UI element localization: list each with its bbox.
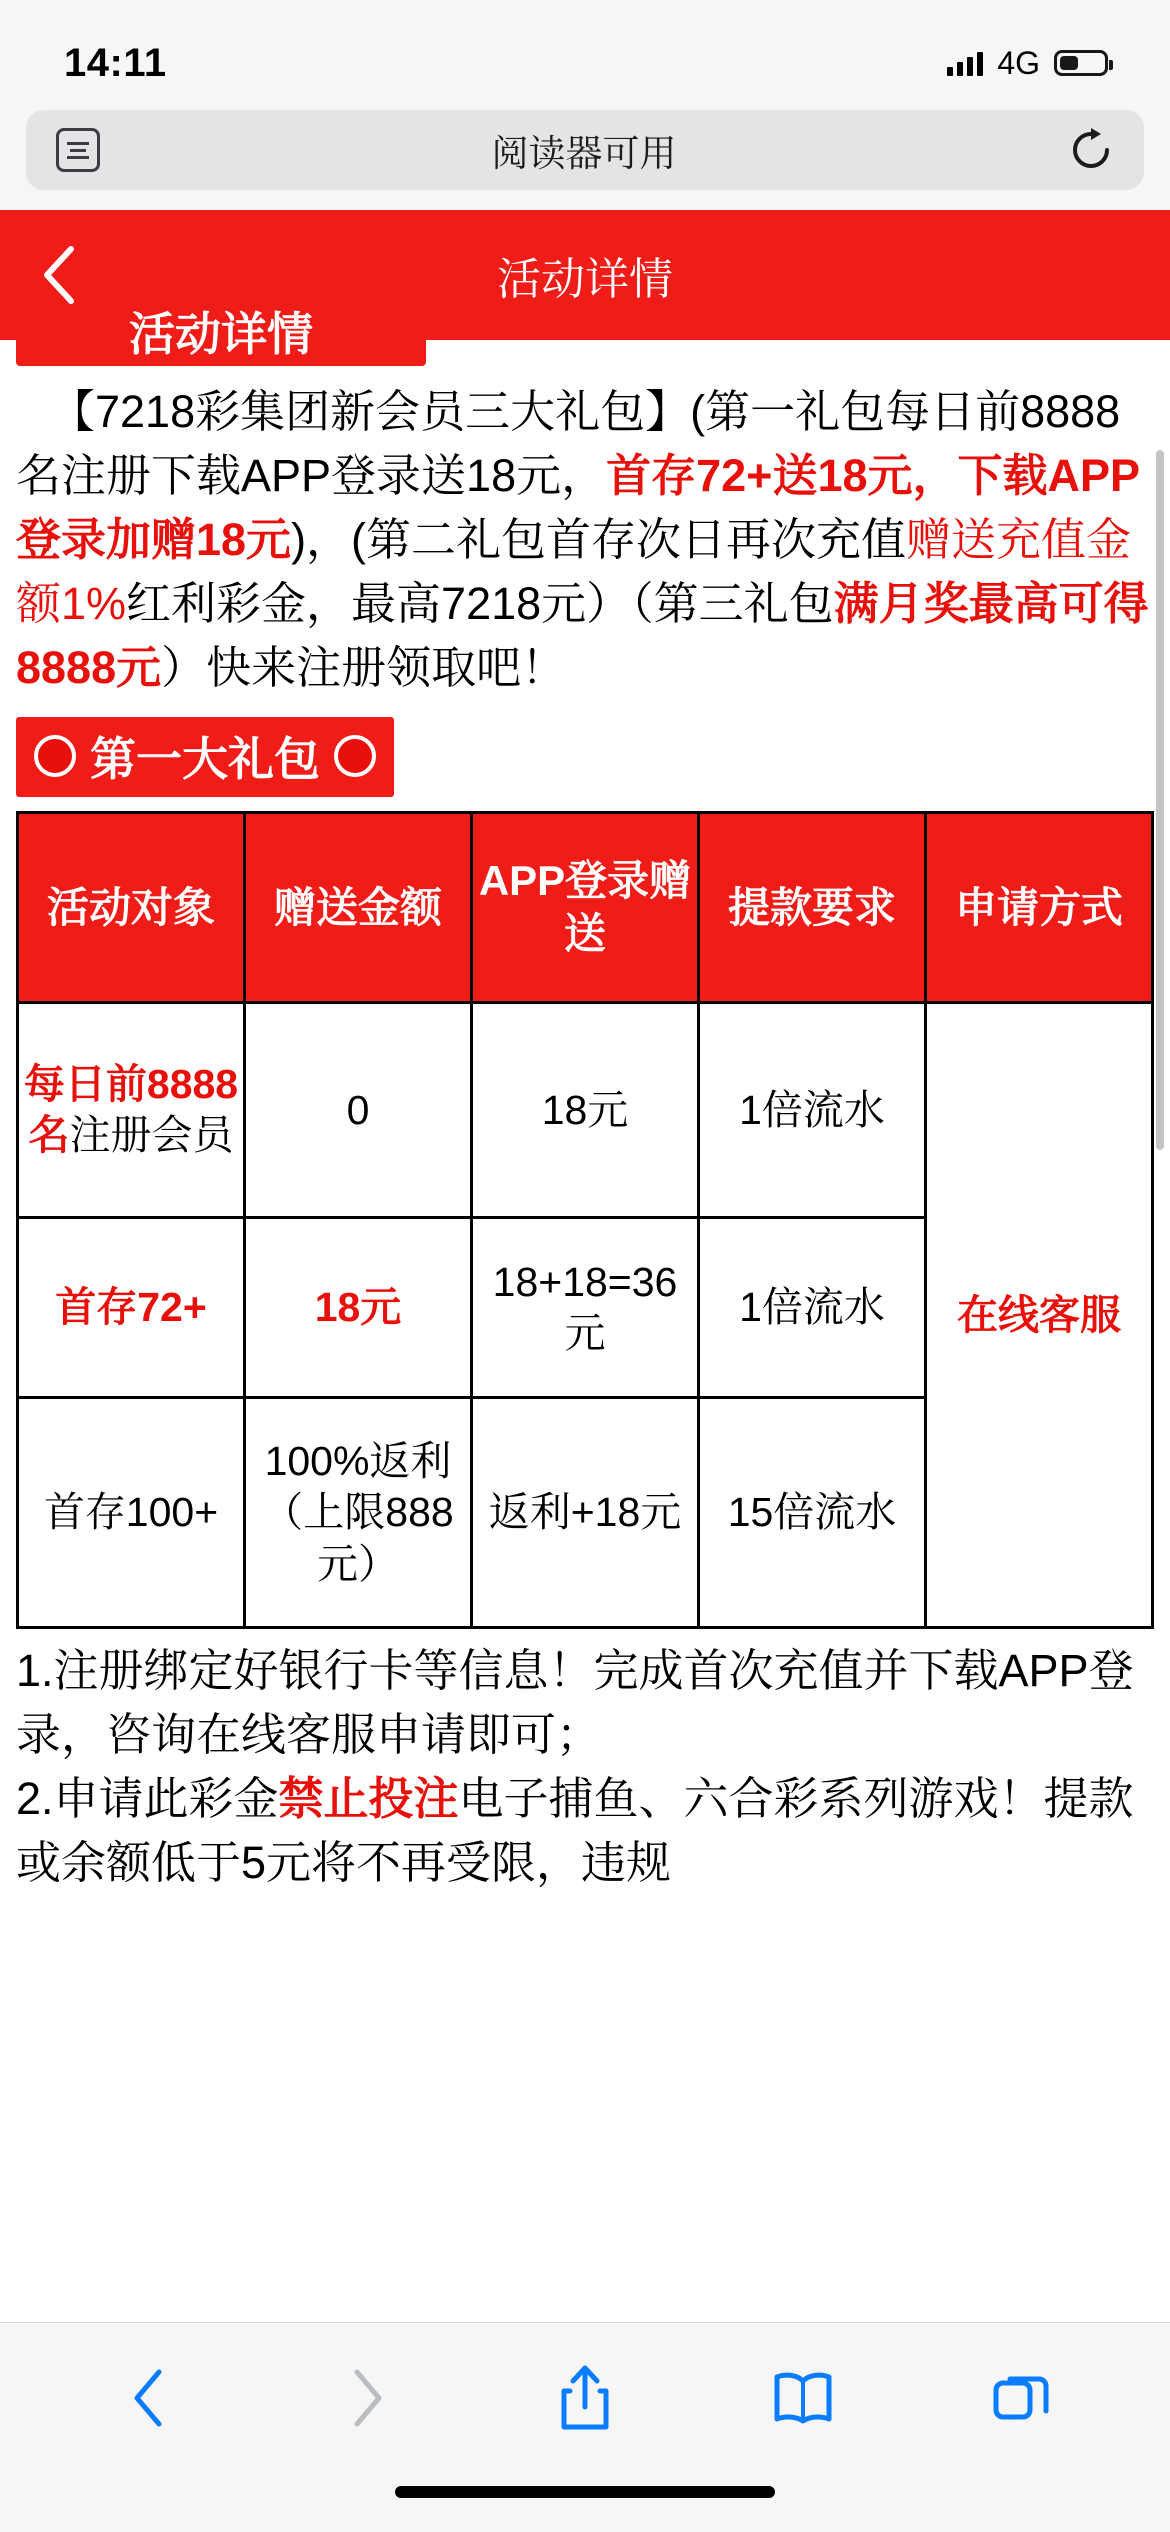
intro-text-7: ）快来注册领取吧！ (161, 641, 567, 693)
reader-available-label[interactable]: 阅读器可用 (491, 133, 677, 174)
circle-dot-icon-left (34, 735, 76, 777)
table-header-row (18, 813, 1153, 1003)
cell-text-black: 注册会员 (69, 1112, 234, 1159)
intro-text-1: 【7218彩集团新会员三大礼包】(第一礼包每日前8888名注册下载APP登录送18元， (16, 386, 1121, 501)
intro-paragraph (16, 380, 1154, 699)
table-cell-target (18, 1003, 245, 1218)
table-cell-withdraw: 1倍流水 (699, 1218, 926, 1398)
intro-text-3: )，(第二礼包首存次日再次充值 (291, 513, 907, 565)
network-type-label: 4G (997, 44, 1040, 81)
intro-text-6-red: 满月奖最高可得8888元 (16, 577, 1149, 693)
table-cell-amount: 18元 (245, 1218, 472, 1398)
first-gift-banner-label: 第一大礼包 (90, 733, 320, 786)
clipped-activity-banner: 活动详情 (16, 322, 426, 366)
footnote-2-a: 2.申请此彩金 (16, 1773, 279, 1825)
article-content[interactable] (0, 308, 1170, 2322)
table-header-cell: APP登录赠送 (472, 813, 699, 1003)
footnote-2 (16, 1767, 1154, 1895)
status-time: 14:11 (64, 40, 167, 85)
home-indicator-area (0, 2472, 1170, 2532)
footnote-1: 1.注册绑定好银行卡等信息！完成首次充值并下载APP登录，咨询在线客服申请即可； (16, 1645, 1134, 1761)
table-header-cell: 申请方式 (926, 813, 1153, 1003)
table-row (18, 1003, 1153, 1218)
table-cell-app-bonus: 18+18=36元 (472, 1218, 699, 1398)
battery-icon (1054, 50, 1108, 76)
table-cell-app-bonus: 返利+18元 (472, 1398, 699, 1628)
signal-bars-icon (947, 50, 983, 76)
status-bar (0, 0, 1170, 100)
footnote-2-b: 电子捕鱼、六合彩系列游戏！提款或余额低于5元将不再受限，违规 (16, 1773, 1134, 1889)
scrollbar[interactable] (1156, 450, 1164, 1150)
cell-text-red: 每日前8888名 (23, 1061, 239, 1159)
table-header-cell: 提款要求 (699, 813, 926, 1003)
reload-icon[interactable] (1068, 127, 1114, 173)
footnote-2-red: 禁止投注 (278, 1773, 459, 1825)
address-bar[interactable] (26, 110, 1144, 190)
table-header-cell: 赠送金额 (245, 813, 472, 1003)
table-cell-amount: 0 (245, 1003, 472, 1218)
table-cell-app-bonus: 18元 (472, 1003, 699, 1218)
table-cell-target: 首存72+ (18, 1218, 245, 1398)
table-cell-amount: 100%返利（上限888元） (245, 1398, 472, 1628)
chevron-right-icon[interactable] (322, 2353, 412, 2443)
share-icon[interactable] (540, 2353, 630, 2443)
tabs-icon[interactable] (976, 2353, 1066, 2443)
chevron-left-icon[interactable] (104, 2353, 194, 2443)
intro-text-2-red: 首存72+送18元，下载APP登录加赠18元 (16, 449, 1141, 565)
browser-toolbar (0, 2322, 1170, 2472)
browser-url-bar-container (0, 100, 1170, 210)
table-cell-withdraw: 1倍流水 (699, 1003, 926, 1218)
gift-table (16, 811, 1154, 1629)
circle-dot-icon-right (334, 735, 376, 777)
table-cell-apply-method: 在线客服 (926, 1003, 1153, 1628)
book-icon[interactable] (758, 2353, 848, 2443)
footnotes (16, 1639, 1154, 1895)
status-indicators (947, 45, 1108, 82)
first-gift-banner (16, 717, 394, 797)
intro-text-5: 红利彩金，最高7218元）（第三礼包 (126, 577, 834, 629)
table-cell-withdraw: 15倍流水 (699, 1398, 926, 1628)
home-indicator[interactable] (395, 2486, 775, 2498)
table-header-cell: 活动对象 (18, 813, 245, 1003)
intro-text-4-red: 赠送充值金额1% (16, 513, 1132, 629)
table-cell-target: 首存100+ (18, 1398, 245, 1628)
page-title: 活动详情 (497, 255, 673, 304)
text-size-icon[interactable] (56, 128, 100, 172)
